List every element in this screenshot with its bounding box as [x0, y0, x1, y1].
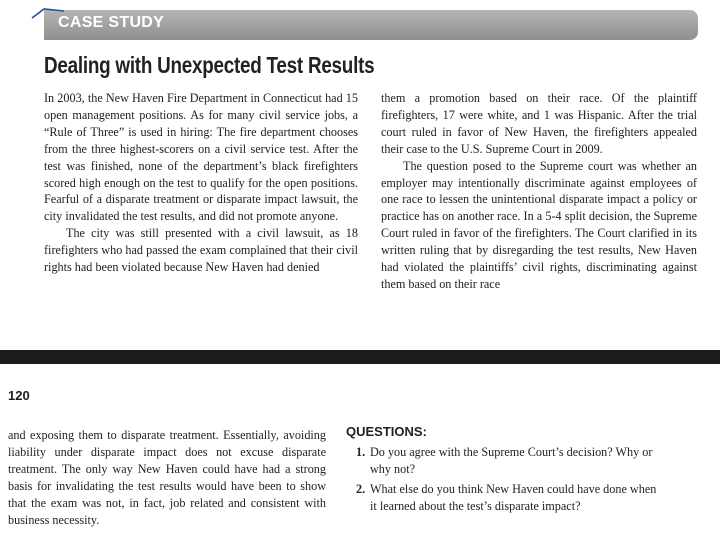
paragraph: and exposing them to disparate treatment. Essentially, avoiding liability under disparate impact does not excuse disparate treatment. The only way New Haven could have had a strong basis for invalidating the test results would have been to show that the exam was not, in fact, job related and consistent with business necessity.: [8, 428, 326, 527]
paragraph: The question posed to the Supreme court was whether an employer may intentionally discriminate against employees of one race to lessen the unintentional disparate impact a policy or practice has on another race. In a 5-4 split decision, the Supreme Court ruled in favor of the firefighters. The Court clarified in its written ruling that by disregarding the test results, New Haven had violated the plaintiffs’ civil rights, discriminating against them based on their race: [381, 158, 697, 291]
question-number: 1.: [356, 445, 366, 459]
question-number: 2.: [356, 481, 366, 496]
questions-section: [346, 424, 666, 518]
paragraph: them a promotion based on their race. Of the plaintiff firefighters, 17 were white, and 1 was Hispanic. After the trial court ruled in favor of New Haven, the firefighters appealed their case to the U.S. Supreme Court in 2009.: [381, 91, 697, 156]
case-study-label: CASE STUDY: [58, 14, 165, 31]
article-continuation: [8, 427, 326, 528]
article-column-left: [44, 90, 358, 276]
page-divider: [0, 350, 720, 364]
paragraph: In 2003, the New Haven Fire Department in Connecticut had 15 open management positions. As for many civil service jobs, a “Rule of Three” is used in hiring: The fire department chooses from the three highest-scorers on a civil service test. After the test was finished, none of the department’s black firefighters scored high enough on the test to qualify for the open positions. Fearful of a disparate treatment or disparate impact lawsuit, the city invalidated the test results, and did not promote anyone.: [44, 91, 358, 224]
pen-mark-icon: [30, 6, 66, 20]
questions-heading: QUESTIONS:: [346, 424, 427, 439]
article-column-right: [381, 90, 697, 293]
question-text: What else do you think New Haven could have done when it learned about the test’s disparate impact?: [370, 481, 657, 513]
page-number: 120: [8, 388, 30, 403]
case-study-banner: [44, 10, 698, 40]
question-item: [346, 481, 666, 515]
paragraph: The city was still presented with a civil lawsuit, as 18 firefighters who had passed the exam complained that their civil rights had been violated because New Haven had denied: [44, 226, 358, 275]
question-text: Do you agree with the Supreme Court’s decision? Why or why not?: [370, 445, 653, 476]
question-item: [346, 444, 666, 478]
article-title: Dealing with Unexpected Test Results: [44, 52, 375, 78]
